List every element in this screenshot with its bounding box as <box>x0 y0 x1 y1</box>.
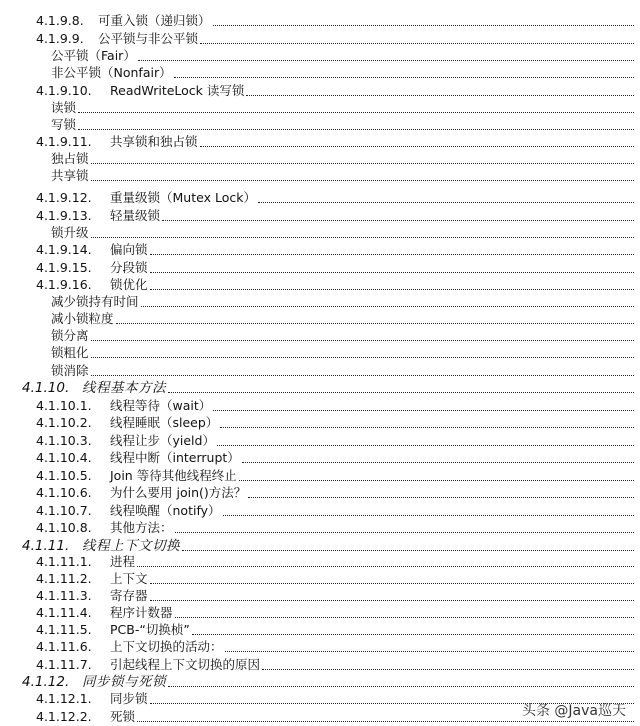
toc-entry[interactable] <box>0 414 640 430</box>
toc-entry-number: 4.1.9.12. <box>36 190 92 205</box>
toc-leader-dots <box>91 375 634 376</box>
toc-leader-dots <box>220 427 634 428</box>
toc-entry[interactable] <box>0 167 640 183</box>
toc-entry[interactable] <box>0 362 640 378</box>
toc-entry-title: 非公平锁（Nonfair） <box>51 65 172 80</box>
toc-entry-title: 分段锁 <box>110 260 148 275</box>
toc-leader-dots <box>168 392 634 393</box>
toc-entry-number: 4.1.9.10. <box>36 83 92 98</box>
toc-entry[interactable] <box>0 397 640 413</box>
toc-entry[interactable] <box>0 327 640 343</box>
toc-entry-number: 4.1.11.2. <box>36 571 92 586</box>
toc-entry-title: 重量级锁（Mutex Lock） <box>110 190 256 205</box>
toc-entry[interactable] <box>0 30 640 46</box>
toc-entry[interactable] <box>0 502 640 518</box>
toc-entry[interactable] <box>0 64 640 80</box>
toc-entry-number: 4.1.11.5. <box>36 622 92 637</box>
toc-entry-title: 偏向锁 <box>110 242 148 257</box>
toc-entry-title: 共享锁 <box>51 168 89 183</box>
toc-entry-title: 寄存器 <box>110 588 148 603</box>
toc-entry-title: 线程等待（wait） <box>110 398 212 413</box>
toc-entry[interactable] <box>0 224 640 240</box>
toc-entry-number: 4.1.9.11. <box>36 134 92 149</box>
toc-leader-dots <box>175 532 634 533</box>
toc-entry-title: 读锁 <box>51 100 77 115</box>
toc-entry-number: 4.1.12. <box>22 674 70 690</box>
toc-entry-title: 线程让步（yield） <box>110 433 215 448</box>
toc-leader-dots <box>213 25 634 26</box>
toc-entry[interactable] <box>0 553 640 569</box>
toc-entry-number: 4.1.10. <box>22 380 70 396</box>
toc-leader-dots <box>162 220 634 221</box>
toc-leader-dots <box>246 95 634 96</box>
toc-entry-number: 4.1.10.3. <box>36 433 92 448</box>
toc-leader-dots <box>137 566 634 567</box>
toc-entry-number: 4.1.11.3. <box>36 588 92 603</box>
toc-leader-dots <box>91 180 634 181</box>
toc-entry-title: 独占锁 <box>51 151 89 166</box>
toc-entry[interactable] <box>0 241 640 257</box>
toc-entry-number: 4.1.9.15. <box>36 260 92 275</box>
watermark: 头条 @Java巡天 <box>521 703 626 719</box>
toc-leader-dots <box>150 289 634 290</box>
toc-leader-dots <box>225 651 634 652</box>
toc-entry-number: 4.1.11. <box>22 538 70 554</box>
toc-leader-dots <box>258 202 634 203</box>
toc-entry-title: 上下文切换的活动： <box>110 639 223 654</box>
toc-entry-title: 线程中断（interrupt） <box>110 450 240 465</box>
toc-entry-number: 4.1.9.14. <box>36 242 92 257</box>
toc-entry[interactable] <box>0 150 640 166</box>
toc-entry-title: 线程基本方法 <box>82 380 166 396</box>
toc-entry-number: 4.1.10.1. <box>36 398 92 413</box>
toc-entry[interactable] <box>0 99 640 115</box>
toc-entry-title: 锁消除 <box>51 363 89 378</box>
toc-entry[interactable] <box>0 570 640 586</box>
toc-entry-title: 锁升级 <box>51 225 89 240</box>
toc-leader-dots <box>174 77 634 78</box>
toc-entry[interactable] <box>0 432 640 448</box>
toc-entry-number: 4.1.12.1. <box>36 691 92 706</box>
toc-leader-dots <box>262 669 634 670</box>
toc-entry-title: PCB-“切换桢” <box>110 622 190 637</box>
toc-entry-number: 4.1.10.8. <box>36 520 92 535</box>
toc-leader-dots <box>141 306 634 307</box>
toc-entry-title: 可重入锁（递归锁） <box>98 13 211 28</box>
toc-entry[interactable] <box>0 310 640 326</box>
toc-leader-dots <box>175 617 634 618</box>
toc-entry-title: 减小锁粒度 <box>51 311 114 326</box>
toc-leader-dots <box>91 237 634 238</box>
toc-entry[interactable] <box>0 133 640 149</box>
toc-entry[interactable] <box>0 537 640 553</box>
toc-entry-title: 减少锁持有时间 <box>51 294 139 309</box>
toc-entry-number: 4.1.12.2. <box>36 709 92 724</box>
toc-entry-number: 4.1.9.8. <box>36 13 84 28</box>
toc-entry-title: 进程 <box>110 554 136 569</box>
toc-entry-title: 引起线程上下文切换的原因 <box>110 657 261 672</box>
toc-entry-number: 4.1.11.4. <box>36 605 92 620</box>
toc-entry[interactable] <box>0 449 640 465</box>
toc-leader-dots <box>150 600 634 601</box>
toc-leader-dots <box>223 515 634 516</box>
toc-entry[interactable] <box>0 484 640 500</box>
toc-entry-number: 4.1.10.7. <box>36 503 92 518</box>
toc-leader-dots <box>217 445 634 446</box>
toc-entry[interactable] <box>0 189 640 205</box>
toc-entry[interactable] <box>0 12 640 28</box>
toc-leader-dots <box>150 254 634 255</box>
toc-entry-title: 死锁 <box>110 709 136 724</box>
toc-leader-dots <box>137 721 634 722</box>
toc-entry-title: 轻量级锁 <box>110 208 161 223</box>
toc-leader-dots <box>200 43 634 44</box>
toc-entry-title: 为什么要用 join()方法？ <box>110 485 247 500</box>
toc-leader-dots <box>200 146 634 147</box>
toc-leader-dots <box>242 462 634 463</box>
toc-entry[interactable] <box>0 276 640 292</box>
toc-entry-number: 4.1.11.1. <box>36 554 92 569</box>
toc-entry-number: 4.1.11.6. <box>36 639 92 654</box>
toc-entry-number: 4.1.11.7. <box>36 657 92 672</box>
toc-entry[interactable] <box>0 673 640 689</box>
toc-entry-number: 4.1.9.16. <box>36 277 92 292</box>
toc-entry-title: 公平锁与非公平锁 <box>98 31 199 46</box>
toc-leader-dots <box>213 410 634 411</box>
toc-leader-dots <box>91 163 634 164</box>
toc-entry-title: 线程睡眠（sleep） <box>110 415 219 430</box>
toc-entry-title: 锁优化 <box>110 277 148 292</box>
toc-entry-title: 锁分离 <box>51 328 89 343</box>
toc-entry[interactable] <box>0 638 640 654</box>
toc-entry-title: 线程唤醒（notify） <box>110 503 221 518</box>
toc-leader-dots <box>168 686 634 687</box>
toc-entry-number: 4.1.10.4. <box>36 450 92 465</box>
toc-leader-dots <box>116 323 634 324</box>
toc-entry-number: 4.1.10.2. <box>36 415 92 430</box>
toc-leader-dots <box>248 497 634 498</box>
toc-entry[interactable] <box>0 207 640 223</box>
toc-leader-dots <box>239 480 634 481</box>
toc-leader-dots <box>78 129 634 130</box>
toc-entry[interactable] <box>0 621 640 637</box>
toc-entry-number: 4.1.10.5. <box>36 468 92 483</box>
toc-leader-dots <box>192 634 634 635</box>
toc-entry[interactable] <box>0 587 640 603</box>
toc-entry[interactable] <box>0 519 640 535</box>
toc-entry-title: 程序计数器 <box>110 605 173 620</box>
toc-entry-title: 同步锁 <box>110 691 148 706</box>
toc-entry-title: 写锁 <box>51 117 77 132</box>
toc-leader-dots <box>91 340 634 341</box>
toc-entry-title: ReadWriteLock 读写锁 <box>110 83 245 98</box>
toc-leader-dots <box>91 357 634 358</box>
toc-entry-number: 4.1.9.13. <box>36 208 92 223</box>
toc-entry[interactable] <box>0 116 640 132</box>
toc-entry[interactable] <box>0 293 640 309</box>
toc-leader-dots <box>78 112 634 113</box>
toc-leader-dots <box>150 583 634 584</box>
toc-entry[interactable] <box>0 259 640 275</box>
toc-entry-title: 锁粗化 <box>51 345 89 360</box>
toc-entry[interactable] <box>0 47 640 63</box>
toc-entry[interactable] <box>0 467 640 483</box>
toc-entry-title: 同步锁与死锁 <box>82 674 166 690</box>
toc-leader-dots <box>138 60 634 61</box>
toc-entry-title: 上下文 <box>110 571 148 586</box>
toc-entry-title: 共享锁和独占锁 <box>110 134 198 149</box>
toc-entry[interactable] <box>0 656 640 672</box>
toc-entry[interactable] <box>0 604 640 620</box>
toc-entry-title: 线程上下文切换 <box>82 538 180 554</box>
toc-entry-number: 4.1.9.9. <box>36 31 84 46</box>
toc-entry[interactable] <box>0 344 640 360</box>
toc-entry-title: Join 等待其他线程终止 <box>110 468 237 483</box>
toc-entry-number: 4.1.10.6. <box>36 485 92 500</box>
toc-leader-dots <box>182 550 634 551</box>
toc-entry-title: 其他方法： <box>110 520 173 535</box>
toc-leader-dots <box>150 272 634 273</box>
toc-entry[interactable] <box>0 82 640 98</box>
toc-entry-title: 公平锁（Fair） <box>51 48 136 63</box>
toc-entry[interactable] <box>0 379 640 395</box>
